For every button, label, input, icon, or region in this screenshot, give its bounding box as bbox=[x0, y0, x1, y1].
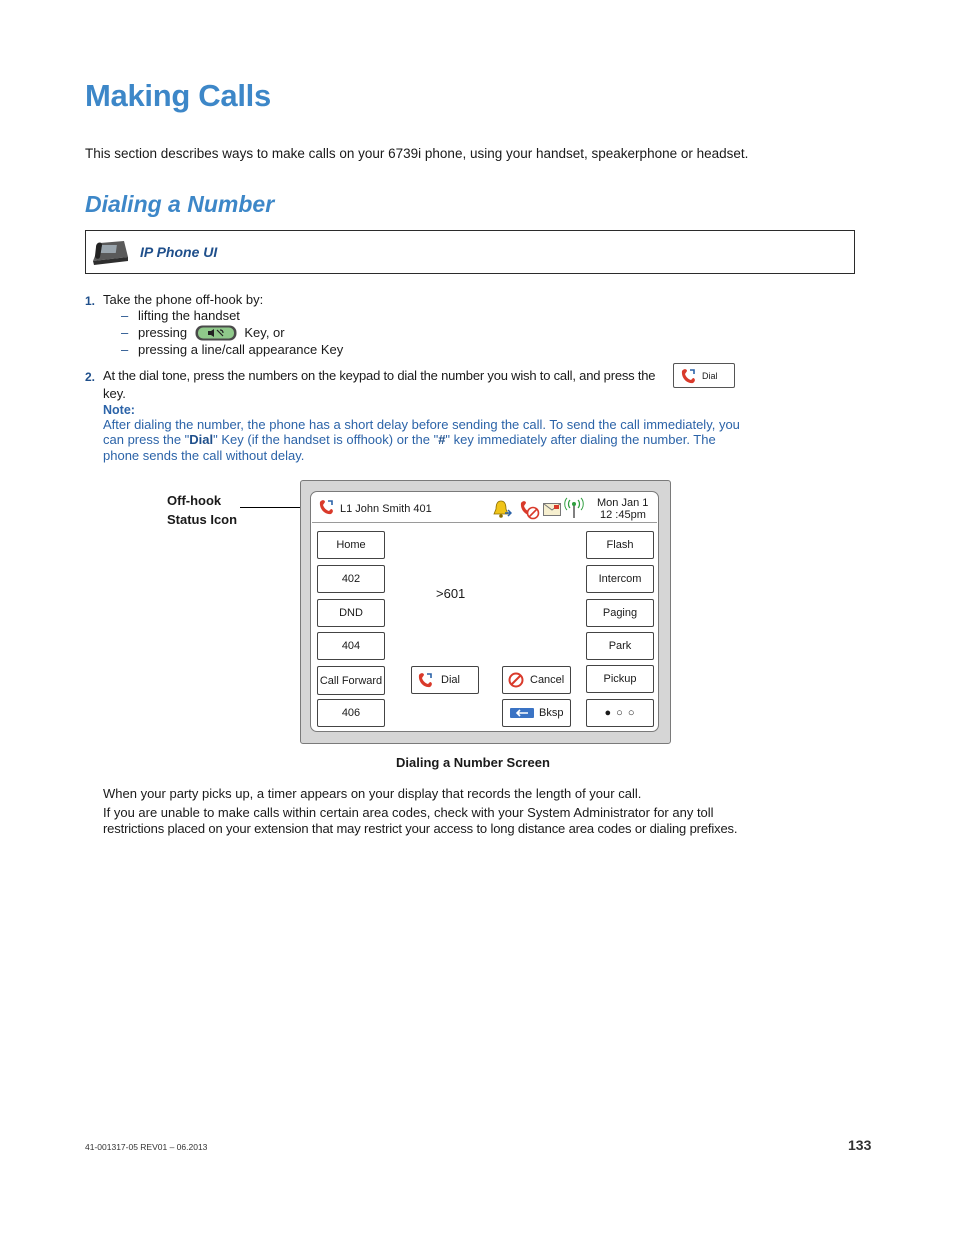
desk-phone-icon bbox=[90, 237, 130, 267]
note-dial-bold: Dial bbox=[189, 432, 214, 447]
softkey-flash[interactable]: Flash bbox=[586, 531, 654, 559]
cancel-button-label: Cancel bbox=[530, 674, 565, 686]
intro-paragraph: This section describes ways to make calls on your 6739i phone, using your handset, speakerphone or headset. bbox=[85, 146, 749, 161]
softkey-call-forward[interactable]: Call Forward bbox=[317, 666, 385, 695]
note-text: " Key (if the handset is offhook) or the " bbox=[213, 432, 439, 447]
screen-time: 12 :45pm bbox=[600, 509, 646, 521]
note-line-2 bbox=[103, 432, 716, 448]
page-title: Making Calls bbox=[85, 78, 271, 113]
message-icon bbox=[543, 503, 561, 516]
softkey-intercom[interactable]: Intercom bbox=[586, 565, 654, 593]
page-indicator-dots[interactable]: ● ○ ○ bbox=[586, 699, 654, 727]
callout-line-1: Off-hook bbox=[167, 493, 222, 508]
step-2-key-word: key. bbox=[103, 386, 126, 401]
after-paragraph-1: When your party picks up, a timer appears on your display that records the length of your call. bbox=[103, 786, 642, 801]
after-paragraph-2a: If you are unable to make calls within certain area codes, check with your System Administrator for any toll bbox=[103, 805, 714, 820]
softkey-406[interactable]: 406 bbox=[317, 699, 385, 727]
sub-step-2 bbox=[138, 325, 285, 342]
softkey-park[interactable]: Park bbox=[586, 632, 654, 660]
step-1-text: Take the phone off-hook by: bbox=[103, 292, 264, 307]
note-line-3: phone sends the call without delay. bbox=[103, 448, 305, 463]
dial-button-label: Dial bbox=[441, 674, 460, 686]
dial-key-label: Dial bbox=[702, 371, 718, 381]
note-text: can press the " bbox=[103, 432, 190, 447]
sub-step-3: pressing a line/call appearance Key bbox=[138, 342, 344, 357]
bullet-dash: – bbox=[121, 308, 129, 323]
sub-step-2-post: Key, or bbox=[244, 325, 285, 340]
note-heading: Note: bbox=[103, 403, 135, 417]
dial-key-image bbox=[673, 363, 735, 388]
sub-step-1: lifting the handset bbox=[138, 308, 240, 323]
dnd-icon bbox=[518, 498, 540, 520]
step-2-text: At the dial tone, press the numbers on the keypad to dial the number you wish to call, and press the bbox=[103, 368, 656, 383]
ip-phone-ui-box bbox=[85, 230, 855, 274]
line-label: L1 John Smith 401 bbox=[340, 503, 432, 515]
bullet-dash: – bbox=[121, 342, 129, 357]
screen-date: Mon Jan 1 bbox=[597, 497, 649, 509]
softkey-pickup[interactable]: Pickup bbox=[586, 665, 654, 693]
cancel-icon bbox=[508, 672, 524, 688]
section-title: Dialing a Number bbox=[85, 191, 275, 217]
softkey-dnd[interactable]: DND bbox=[317, 599, 385, 627]
step-1-number: 1. bbox=[85, 294, 96, 308]
backspace-arrow-icon bbox=[510, 708, 534, 718]
off-hook-status-icon bbox=[317, 498, 335, 516]
note-hash-bold: # bbox=[438, 432, 446, 447]
bell-icon bbox=[492, 499, 512, 519]
softkey-paging[interactable]: Paging bbox=[586, 599, 654, 627]
dial-button[interactable] bbox=[411, 666, 479, 694]
screen-status-bar bbox=[312, 493, 657, 523]
note-text: " key immediately after dialing the number. The bbox=[445, 432, 716, 447]
note-line-1: After dialing the number, the phone has a short delay before sending the call. To send the call immediately, you bbox=[103, 417, 740, 432]
backspace-button[interactable] bbox=[502, 699, 571, 727]
sub-step-2-pre: pressing bbox=[138, 325, 188, 340]
figure-caption: Dialing a Number Screen bbox=[396, 755, 550, 770]
cancel-button[interactable] bbox=[502, 666, 571, 694]
ip-phone-ui-label: IP Phone UI bbox=[140, 244, 218, 260]
softkey-402[interactable]: 402 bbox=[317, 565, 385, 593]
softkey-home[interactable]: Home bbox=[317, 531, 385, 559]
page-number: 133 bbox=[848, 1137, 872, 1153]
after-paragraph-2b: restrictions placed on your extension that may restrict your access to long distance area codes or dialing prefixes. bbox=[103, 821, 738, 836]
dial-handset-icon bbox=[416, 671, 434, 689]
dialed-number: >601 bbox=[436, 586, 466, 601]
network-antenna-icon bbox=[564, 497, 584, 519]
step-2-number: 2. bbox=[85, 370, 96, 384]
callout-line-2: Status Icon bbox=[167, 512, 238, 527]
backspace-button-label: Bksp bbox=[539, 707, 564, 719]
speaker-key-icon bbox=[195, 325, 237, 341]
bullet-dash: – bbox=[121, 325, 129, 340]
footer-doc-number: 41-001317-05 REV01 – 06.2013 bbox=[85, 1142, 208, 1152]
dial-handset-icon bbox=[679, 367, 697, 385]
softkey-404[interactable]: 404 bbox=[317, 632, 385, 660]
